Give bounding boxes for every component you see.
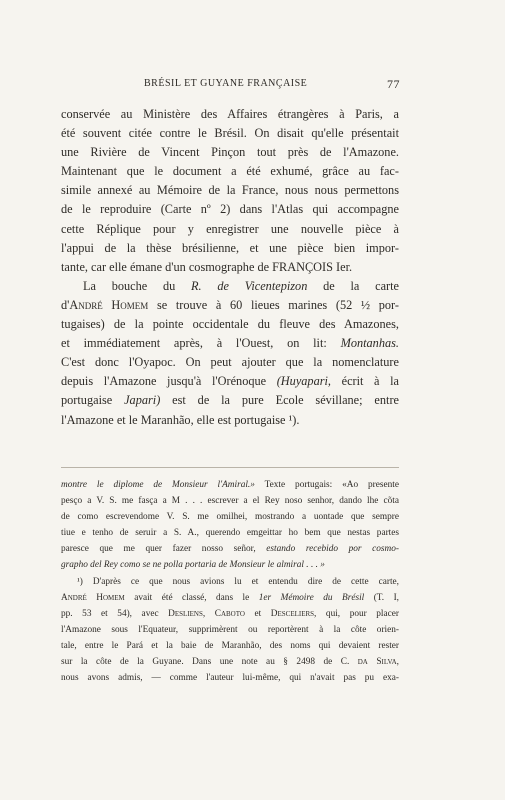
text-run: La bouche du <box>83 278 192 293</box>
text-run: pp. 53 et 54), avec <box>61 608 169 619</box>
text-run: se trouve à 60 lieues marines (52 ½ por- <box>148 297 399 312</box>
footnote-1-line: l'Amazone sous l'Equateur, supprimèrent ou reportèrent à la côte orien- <box>61 624 399 635</box>
page-number: 77 <box>387 77 400 91</box>
text-line: de le reproduire (Carte nº 2) dans l'Atlas qui accompagne <box>61 202 399 217</box>
text-run: de la carte <box>307 278 399 293</box>
paragraph-2-line-6 <box>61 372 399 391</box>
italic-run: Japari) <box>124 393 161 408</box>
text-run: portugaise <box>61 393 125 408</box>
text-line: Maintenant que le document a été exhumé, grâce au fac- <box>61 164 399 179</box>
text-run: écrit à la <box>331 374 399 389</box>
italic-run: grapho del Rey como se ne polla portaria de Monsieur le almiral . . . » <box>61 560 325 571</box>
text-line: l'appui de la thèse brésilienne, et une pièce bien impor- <box>61 240 399 255</box>
smallcaps-run: Desceliers, <box>270 608 317 619</box>
text-run: d' <box>61 297 70 312</box>
italic-run: Montanhas. <box>340 336 399 351</box>
text-run: Texte portugais: «Ao presente <box>254 480 399 490</box>
italic-run: montre le diplome de Monsieur l'Amiral.» <box>61 480 255 490</box>
text-run: et immédiatement après, à l'Ouest, on lit: <box>61 336 341 351</box>
text-line: cette Réplique pour y enregistrer une nouvelle pièce à <box>61 221 399 236</box>
paragraph-2-line-7 <box>61 391 399 410</box>
paragraph-2-line-1 <box>61 277 399 296</box>
italic-run: (Huyapari, <box>276 374 332 389</box>
paragraph-2-line-5: C'est donc l'Oyapoc. On peut ajouter que la nomenclature <box>61 355 399 370</box>
footnote-divider <box>61 467 399 468</box>
text-line: une Rivière de Vincent Pinçon tout près de l'Amazone. <box>61 145 399 160</box>
text-run: depuis l'Amazone jusqu'à l'Orénoque <box>61 374 277 389</box>
text-run: sur la côte de la Guyane. Dans une note au § 2498 de C. <box>61 657 358 668</box>
text-run: est de la pure Ecole sévillane; entre <box>160 393 399 408</box>
paragraph-2-line-2 <box>61 296 399 315</box>
smallcaps-run: Desliens, Caboto <box>168 608 245 619</box>
footnote-line: tiue e tenho de seruir a S. A., querendo emgeittar ho bem que nestas partes <box>61 528 399 539</box>
smallcaps-run: André Homem <box>69 297 149 312</box>
footnote-line: pesço a V. S. me fasça a M . . . escrever a el Rey noso senhor, dando lhe cõta <box>61 496 399 507</box>
footnote-1-line <box>61 654 399 670</box>
text-run: paresce que me quer fazer nosso señor, <box>61 544 267 555</box>
footnote-line <box>61 541 399 557</box>
text-run: avait été classé, dans le <box>124 592 259 603</box>
smallcaps-run: da Silva, <box>357 657 399 668</box>
text-line: conservée au Ministère des Affaires étrangères à Paris, a <box>61 107 399 121</box>
italic-run: 1er Mémoire du Brésil <box>258 592 365 603</box>
text-line: tante, car elle émane d'un cosmographe de FRANÇOIS Ier. <box>61 259 353 274</box>
smallcaps-run: André Homem <box>61 592 125 603</box>
footnote-1-line: ¹) D'après ce que nous avions lu et entendu dire de cette carte, <box>77 576 399 587</box>
footnote-line <box>61 477 399 493</box>
italic-run: estando recebido por cosmo- <box>266 544 399 555</box>
main-text <box>61 105 399 430</box>
text-run: qui, pour placer <box>316 608 399 619</box>
italic-run: R. de Vicentepizon <box>191 278 308 293</box>
text-run: et <box>244 608 271 619</box>
paragraph-2-line-3: tugaises) de la pointe occidentale du fleuve des Amazones, <box>61 317 399 332</box>
text-line: simile annexé au Mémoire de la France, nous nous permettons <box>61 183 399 198</box>
text-line: été souvent citée contre le Brésil. On disait qu'elle présentait <box>61 126 399 141</box>
paragraph-2-line-4 <box>61 334 399 353</box>
footnote-line <box>61 557 399 573</box>
footnote-1-line: nous avons admis, — comme l'auteur lui-même, qui n'avait pas pu exa- <box>61 673 399 684</box>
footnotes <box>61 477 399 686</box>
footnote-line: de como escrevendome V. S. me omilhei, mostrando a uontade que sempre <box>61 512 399 523</box>
running-title: BRÉSIL ET GUYANE FRANÇAISE <box>144 78 308 89</box>
footnote-1-line: tale, entre le Pará et la baie de Maranhão, des noms qui devaient rester <box>61 640 399 651</box>
text-run: (T. I, <box>364 592 399 603</box>
paragraph-2-line-8: l'Amazone et le Maranhão, elle est portugaise ¹). <box>61 412 300 427</box>
footnote-1-line <box>61 590 399 606</box>
footnote-1-line <box>61 606 399 622</box>
